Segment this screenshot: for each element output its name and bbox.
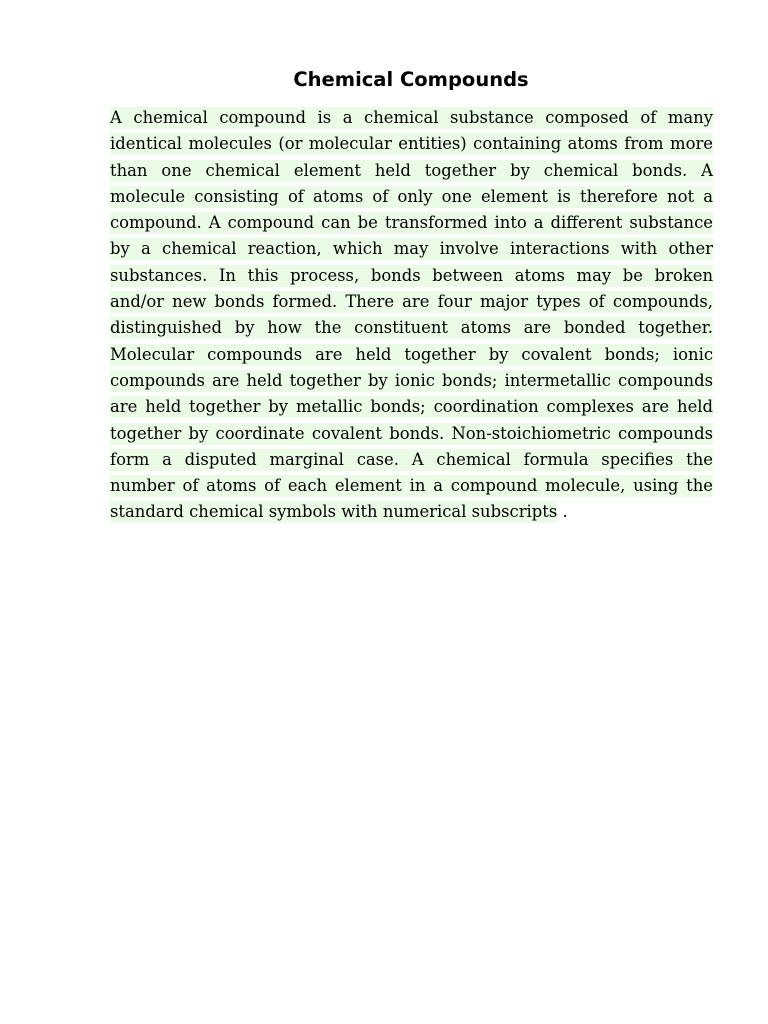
page-title: Chemical Compounds <box>293 68 529 91</box>
paragraph-end: . <box>557 502 568 522</box>
body-paragraph <box>110 105 713 526</box>
highlighted-text: A chemical compound is a chemical substance composed of many identical molecules (or molecular entities) containing atoms from more than one chemical element held together by chemical bonds. A molecule consisting of atoms of only one element is therefore not a compound. A compound can be transformed into a different substance by a chemical reaction, which may involve interactions with other substances. In this process, bonds between atoms may be broken and/or new bonds formed. There are four major types of compounds, distinguished by how the constituent atoms are bonded together. Molecular compounds are held together by covalent bonds; ionic compounds are held together by ionic bonds; intermetallic compounds are held together by metallic bonds; coordination complexes are held together by coordinate covalent bonds. Non-stoichiometric compounds form a disputed marginal case. A chemical formula specifies the number of atoms of each element in a compound molecule, using the standard chemical symbols with numerical subscripts <box>110 108 713 522</box>
